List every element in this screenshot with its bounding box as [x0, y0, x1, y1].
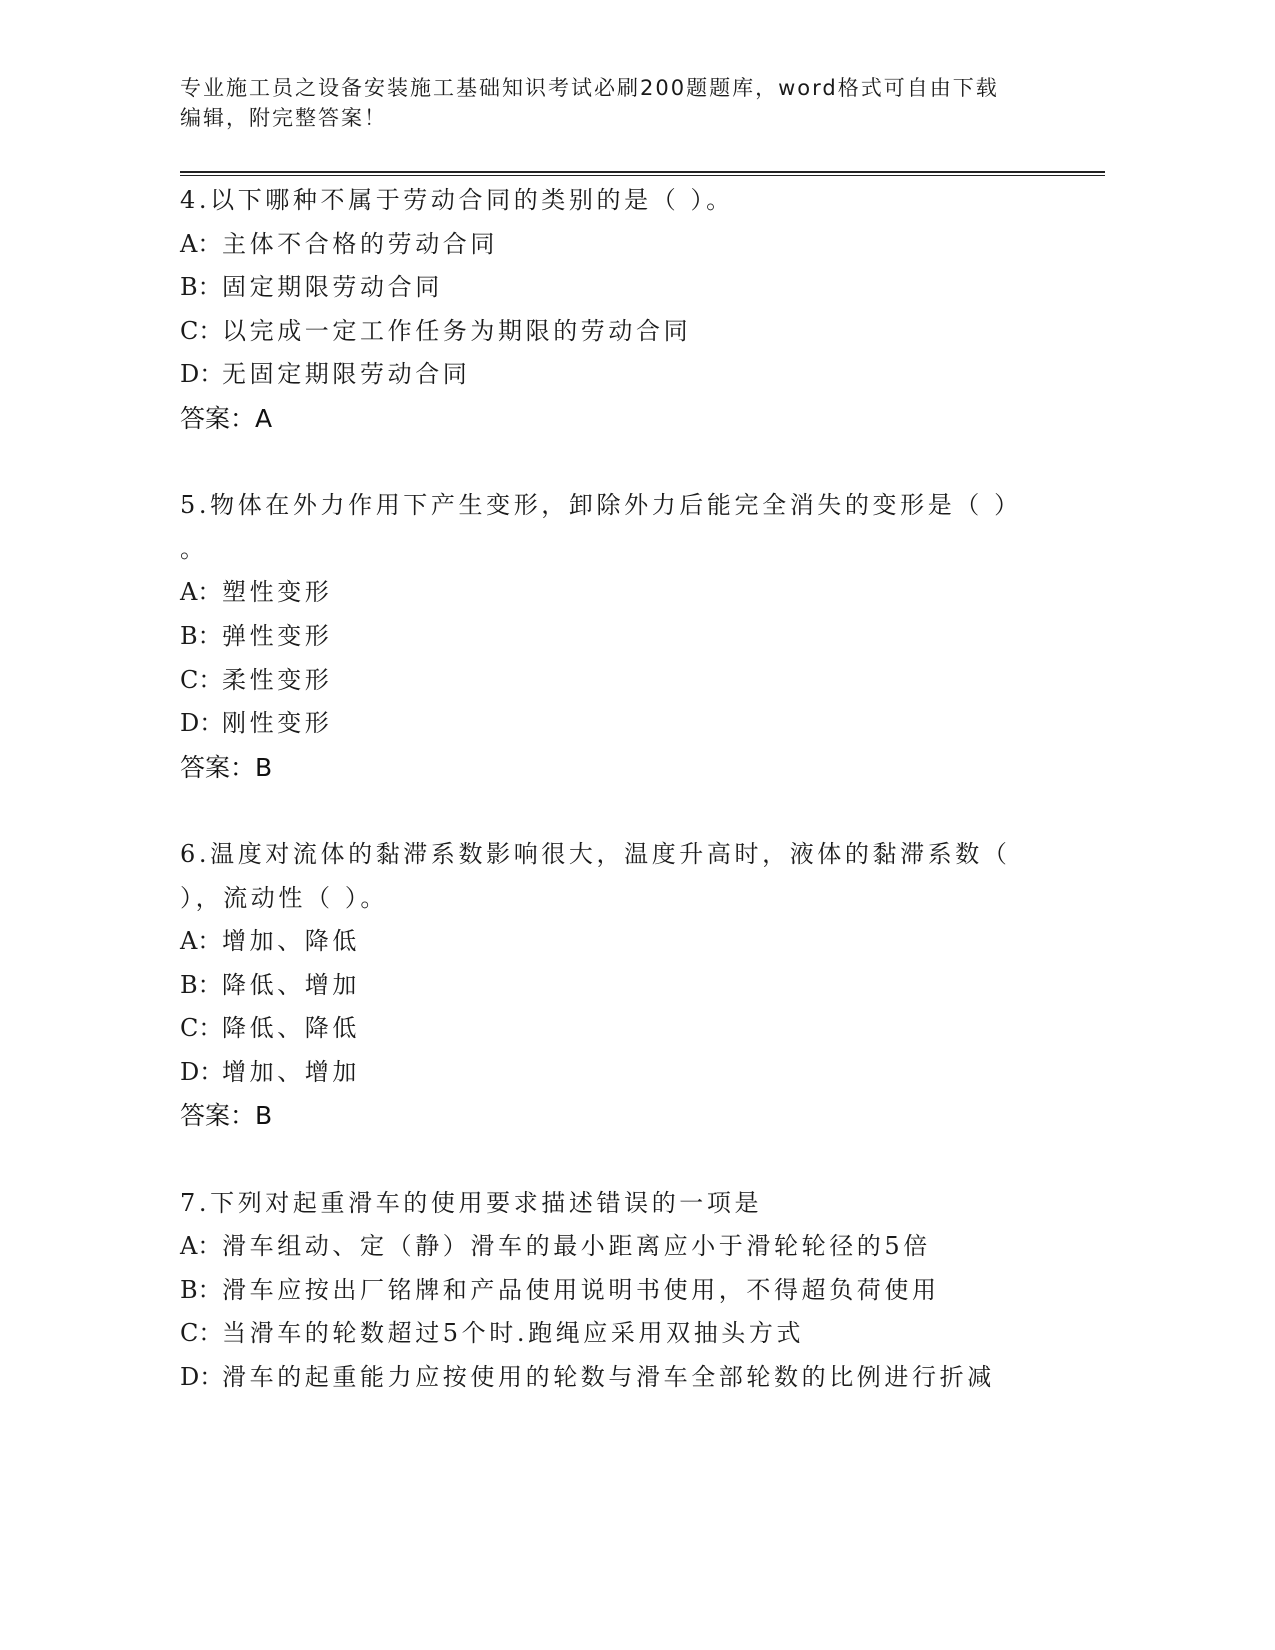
option-label: D：	[180, 1057, 224, 1086]
option-text: 固定期限劳动合同	[222, 273, 443, 302]
option-item	[180, 1007, 1105, 1051]
question-stem: 4.以下哪种不属于劳动合同的类别的是（ ）。	[180, 186, 734, 214]
option-item	[180, 1269, 1105, 1313]
option-text: 以完成一定工作任务为期限的劳动合同	[222, 316, 692, 345]
document-header	[180, 73, 1080, 133]
answer-line	[180, 397, 1105, 441]
option-text: 滑车的起重能力应按使用的轮数与滑车全部轮数的比例进行折减	[222, 1363, 995, 1392]
option-text: 降低、降低	[222, 1014, 360, 1043]
answer-label: 答案：	[180, 1101, 256, 1131]
answer-value: B	[255, 752, 273, 782]
option-item	[180, 964, 1105, 1008]
question-block	[180, 484, 1105, 789]
question-stem: 6.温度对流体的黏滞系数影响很大，温度升高时，液体的黏滞系数（	[180, 839, 1011, 868]
question-block	[180, 179, 1105, 441]
question-block	[180, 833, 1105, 1138]
option-label: B：	[180, 970, 222, 999]
option-text: 无固定期限劳动合同	[222, 360, 471, 389]
option-item	[180, 1356, 1105, 1400]
option-text: 滑车应按出厂铭牌和产品使用说明书使用，不得超负荷使用	[222, 1275, 940, 1304]
option-item	[180, 920, 1105, 964]
document-title-line: 专业施工员之设备安装施工基础知识考试必刷200题题库，word格式可自由下载	[180, 76, 999, 100]
answer-label: 答案：	[180, 403, 256, 433]
option-item	[180, 1225, 1105, 1269]
option-label: B：	[180, 1275, 222, 1304]
option-item	[180, 266, 1105, 310]
option-item	[180, 659, 1105, 703]
document-title-line: 编辑，附完整答案！	[180, 106, 387, 130]
option-item	[180, 571, 1105, 615]
header-divider	[180, 171, 1105, 176]
option-text: 柔性变形	[222, 665, 333, 694]
answer-line	[180, 746, 1105, 790]
option-item	[180, 615, 1105, 659]
option-text: 滑车组动、定（静）滑车的最小距离应小于滑轮轮径的5倍	[222, 1232, 931, 1261]
answer-value: A	[255, 403, 273, 433]
option-label: A：	[180, 578, 222, 607]
option-label: D：	[180, 360, 224, 389]
option-item	[180, 702, 1105, 746]
option-label: A：	[180, 927, 222, 956]
option-label: A：	[180, 1232, 222, 1261]
option-label: C：	[180, 665, 223, 694]
option-item	[180, 1312, 1105, 1356]
option-label: B：	[180, 273, 222, 302]
answer-label: 答案：	[180, 752, 256, 782]
option-label: C：	[180, 1319, 223, 1348]
option-label: D：	[180, 709, 224, 738]
option-item	[180, 353, 1105, 397]
option-label: A：	[180, 229, 222, 258]
option-item	[180, 310, 1105, 354]
question-stem: 7.下列对起重滑车的使用要求描述错误的一项是	[180, 1188, 763, 1217]
option-label: D：	[180, 1363, 224, 1392]
option-item	[180, 223, 1105, 267]
option-label: C：	[180, 316, 223, 345]
answer-line	[180, 1094, 1105, 1138]
option-text: 塑性变形	[222, 578, 333, 607]
question-stem: 5.物体在外力作用下产生变形，卸除外力后能完全消失的变形是（ ）	[180, 491, 1022, 520]
question-block	[180, 1182, 1105, 1400]
option-text: 增加、降低	[222, 927, 360, 956]
option-text: 刚性变形	[222, 709, 333, 738]
question-stem-continuation: 。	[180, 534, 208, 563]
option-text: 降低、增加	[222, 970, 360, 999]
option-text: 当滑车的轮数超过5个时.跑绳应采用双抽头方式	[222, 1319, 805, 1348]
option-label: C：	[180, 1014, 223, 1043]
option-text: 增加、增加	[222, 1057, 360, 1086]
option-item	[180, 1051, 1105, 1095]
question-list	[180, 179, 1105, 1443]
option-label: B：	[180, 621, 222, 650]
question-stem-continuation: ），流动性（ ）。	[180, 883, 389, 912]
answer-value: B	[255, 1101, 273, 1131]
option-text: 主体不合格的劳动合同	[222, 229, 498, 258]
option-text: 弹性变形	[222, 621, 333, 650]
